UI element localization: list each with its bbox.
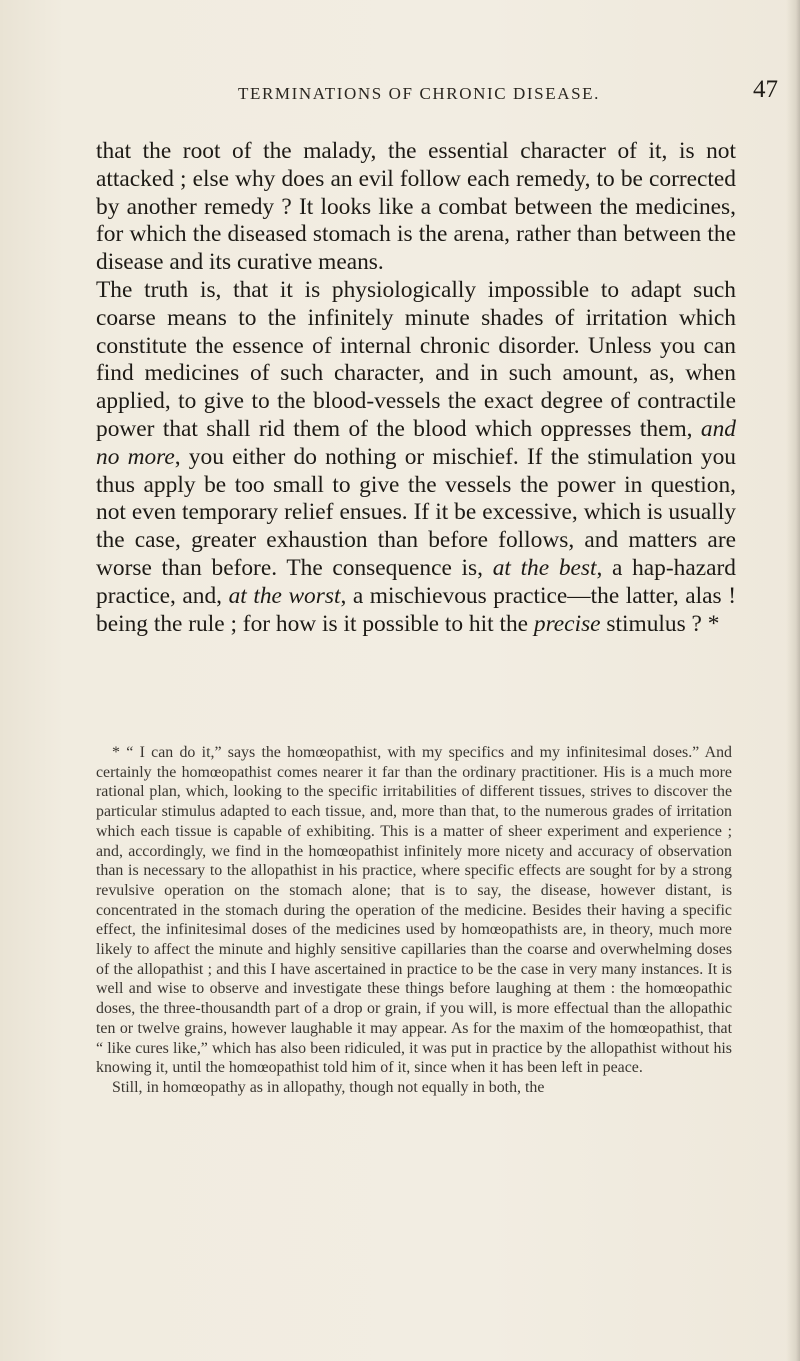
footnote-paragraph: * “ I can do it,” says the homœopathist, with my specifics and my infinitesimal doses.” And certainly the homœopathist comes nearer it far than the ordinary practitioner. His is a much more rational plan, which, looking to the specific irritabilities of different tissues, strives to discover the particular stimulus adapted to each tissue, and, more than that, to the numerous grades of irritation which each tissue is capable of exhibiting. This is a matter of sheer experiment and experience ; and, accordingly, we find in the homœopathist infinitely more nicety and accuracy of observation than is necessary to the allopathist in his practice, where specific effects are sought for by a strong revulsive operation on the stomach alone; that is to say, the disease, however distant, is concentrated in the stomach during the operation of the medicine. Besides their having a specific effect, the infinitesimal doses of the medicines used by homœopathists are, in theory, much more likely to affect the minute and highly sensitive capillaries than the coarse and overwhelming doses of the allopathist ; and this I have ascertained in practice to be the case in very many instances. It is well and wise to observe and investigate these things before laughing at them : the homœopathic doses, the three-thousandth part of a drop or grain, if you will, is more effectual than the allopathic ten or twelve grains, however laughable it may appear. As for the maxim of the homœopathist, that “ like cures like,” which has also been ridiculed, it was put in practice by the allopathist without his knowing it, until the homœopathist told him of it, since when it has been left in peace. — [96, 744, 732, 1077]
text-run: stimulus ? * — [600, 610, 720, 637]
body-paragraph — [96, 138, 736, 277]
body-paragraph — [96, 277, 736, 638]
text-run: , you either do nothing or mischief. If the stimulation you thus apply be too small to give the vessels the power in question, not even temporary relief ensues. If it be excessive, which is usually the case, greater exhaustion than before follows, and matters are worse than before. The consequence is, — [96, 443, 736, 581]
italic-phrase: precise — [533, 610, 601, 637]
page-header — [60, 76, 778, 112]
body-text — [96, 138, 736, 638]
italic-phrase: at the worst — [228, 582, 341, 609]
page-number: 47 — [753, 76, 778, 103]
text-run: The truth is, that it is physiologically impossible to adapt such coarse means to the infinitely minute shades of irritation which constitute the essence of internal chronic disorder. Unless you can find medicines of such character, and in such amount, as, when applied, to give to the blood-vessels the exact degree of contractile power that shall rid them of the blood which oppresses them, — [96, 276, 736, 442]
footnote-paragraph: Still, in homœopathy as in allopathy, though not equally in both, the — [112, 1078, 545, 1096]
spine-shadow — [786, 0, 800, 1361]
footnote — [96, 743, 732, 1098]
italic-phrase: and no more — [96, 415, 736, 470]
text-run: , a mischievous practice—the latter, alas ! being the rule ; for how is it possible to hit the — [96, 582, 736, 637]
text-run: , a hap-hazard practice, and, — [96, 554, 736, 609]
running-head: TERMINATIONS OF CHRONIC DISEASE. — [238, 84, 600, 103]
italic-phrase: at the best — [492, 554, 597, 581]
text-run: that the root of the malady, the essential character of it, is not attacked ; else why does an evil follow each remedy, to be corrected by another remedy ? It looks like a combat between the medicines, for which the diseased stomach is the arena, rather than between the disease and its curative means. — [96, 138, 736, 276]
